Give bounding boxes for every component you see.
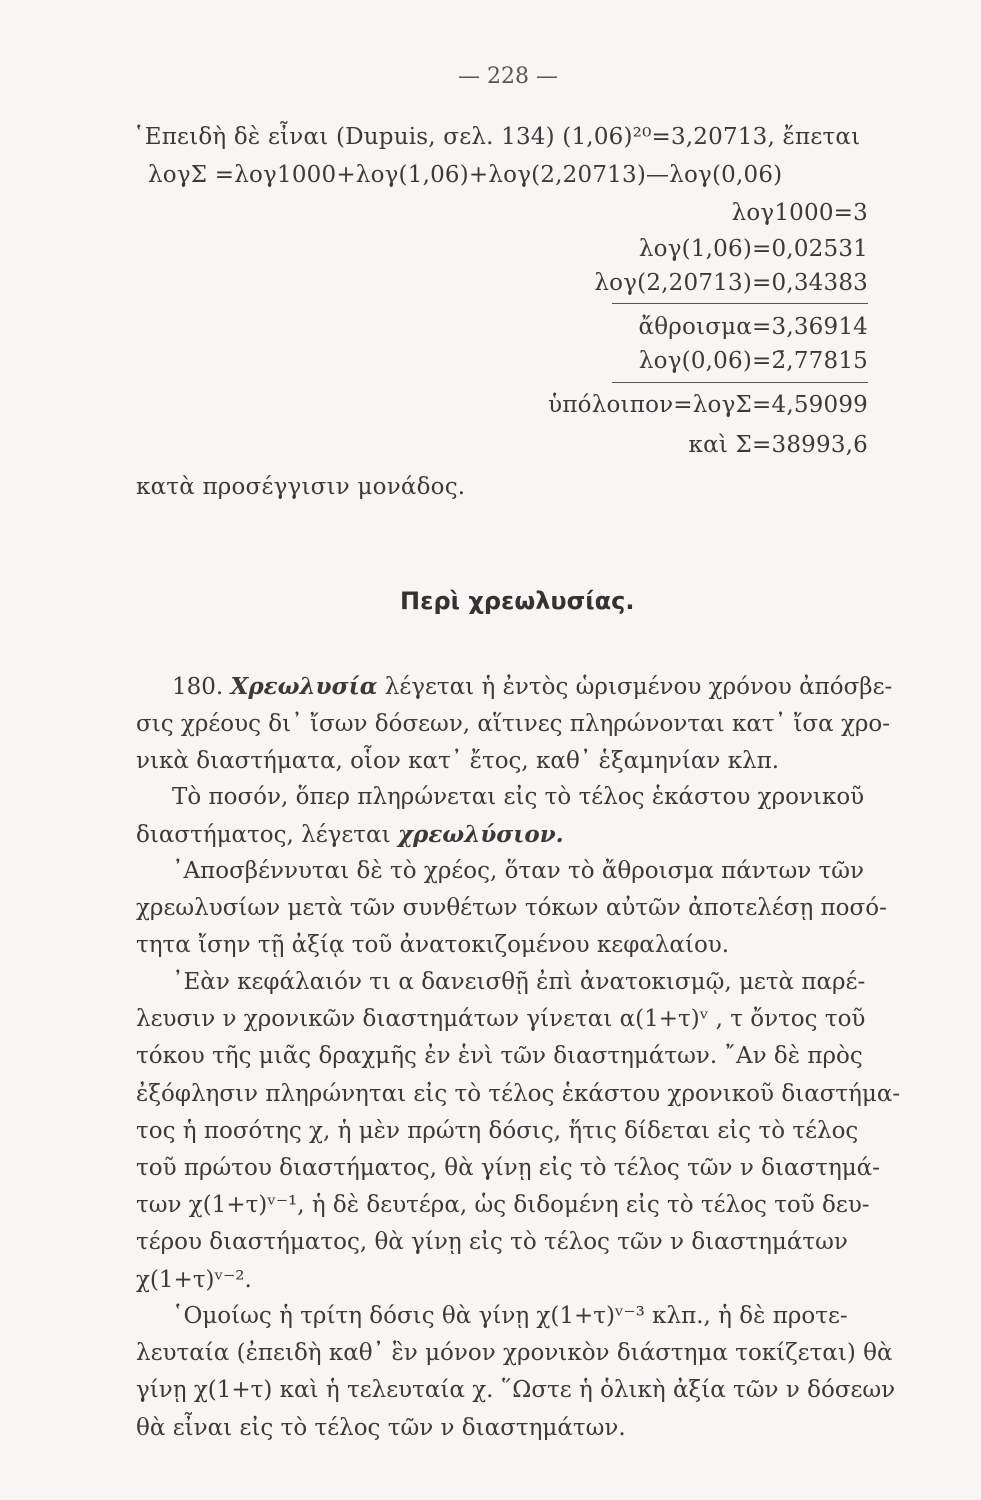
calc-line-log106: λογ(1,06)=0,02531 [638,236,868,262]
paragraph-line: θὰ εἶναι εἰς τὸ τέλος τῶν ν διαστημάτων. [136,1414,626,1441]
paragraph-line: τοῦ πρώτου διαστήματος, θὰ γίνῃ εἰς τὸ τέλος τῶν ν διαστημά- [136,1155,880,1182]
paragraph-line: χ(1+τ)ᵛ⁻². [136,1266,252,1293]
paragraph-line: σις χρέους δι᾽ ἴσων δόσεων, αἵτινες πληρώνονται κατ᾽ ἴσα χρο- [136,711,891,738]
paragraph-capital [136,964,916,1299]
calc-line-sum: ἄθροισμα=3,36914 [638,314,868,340]
paragraph-similarly [136,1298,916,1447]
calc-intro-line: ῾Επειδὴ δὲ εἶναι (Dupuis, σελ. 134) (1,06)²⁰=3,20713, ἔπεται [133,124,861,150]
paragraph-text: λέγεται ἡ ἐντὸς ὡρισμένου χρόνου ἀπόσβε- [384,674,893,700]
paragraph-line: ῾Ομοίως ἡ τρίτη δόσις θὰ γίνῃ χ(1+τ)ᵛ⁻³ κλπ., ἡ δὲ προτε- [172,1303,848,1329]
paragraph-definition [136,779,916,854]
log-sum-expression: λογΣ =λογ1000+λογ(1,06)+λογ(2,20713)—λογ(0,06) [148,162,783,188]
paragraph-line: λευταία (ἐπειδὴ καθ᾽ ἓν μόνον χρονικὸν διάστημα τοκίζεται) θὰ [136,1340,893,1367]
paragraph-number: 180. [172,674,224,700]
paragraph-line: γίνῃ χ(1+τ) καὶ ἡ τελευταία χ. ῞Ωστε ἡ ὁλικὴ ἀξία τῶν ν δόσεων [136,1377,896,1404]
calc-line-log006: λογ(0,06)=2̄,77815 [638,348,868,374]
paragraph-line [136,668,916,706]
paragraph-line: ᾽Αποσβέννυται δὲ τὸ χρέος, ὅταν τὸ ἄθροισμα πάντων τῶν [172,858,865,884]
paragraph-line: Τὸ ποσόν, ὅπερ πληρώνεται εἰς τὸ τέλος ἑκάστου χρονικοῦ [172,784,865,810]
paragraph-line: τόκου τῆς μιᾶς δραχμῆς ἐν ἑνὶ τῶν διαστημάτων. ῎Αν δὲ πρὸς [136,1043,863,1070]
approximation-note: κατὰ προσέγγισιν μονάδος. [136,474,466,500]
difference-rule [612,382,868,383]
paragraph-line: λευσιν ν χρονικῶν διαστημάτων γίνεται α(1+τ)ᵛ , τ ὄντος τοῦ [136,1006,866,1033]
paragraph-line [136,816,916,854]
paragraph-180 [136,668,916,781]
page-number: — 228 — [458,64,558,89]
paragraph-line: των χ(1+τ)ᵛ⁻¹, ἡ δὲ δευτέρα, ὡς διδομένη εἰς τὸ τέλος τοῦ δευ- [136,1192,870,1219]
term-chreolysion: χρεωλύσιον. [397,821,564,849]
paragraph-line: χρεωλυσίων μετὰ τῶν συνθέτων τόκων αὐτῶν ἀποτελέσῃ ποσό- [136,895,887,922]
paragraph-line: ᾽Εὰν κεφάλαιόν τι α δανεισθῇ ἐπὶ ἀνατοκισμῷ, μετὰ παρέ- [172,969,866,995]
calc-line-log220713: λογ(2,20713)=0,34383 [594,270,868,296]
calc-line-result: καὶ Σ=38993,6 [688,432,868,458]
calc-line-log1000: λογ1000=3 [731,200,868,226]
section-heading: Περὶ χρεωλυσίας. [400,587,635,615]
paragraph-line: τητα ἴσην τῇ ἀξίᾳ τοῦ ἀνατοκιζομένου κεφαλαίου. [136,932,730,959]
paragraph-line: τος ἡ ποσότης χ, ἡ μὲν πρώτη δόσις, ἥτις δίδεται εἰς τὸ τέλος [136,1117,859,1144]
paragraph-amortization [136,853,916,965]
term-chreolysia: Χρεωλυσία [230,673,378,700]
paragraph-line: ἐξόφλησιν πληρώνηται εἰς τὸ τέλος ἑκάστου χρονικοῦ διαστήμα- [136,1080,901,1107]
sum-rule [612,303,868,304]
paragraph-text: διαστήματος, λέγεται [136,822,391,849]
paragraph-line: τέρου διαστήματος, θὰ γίνῃ εἰς τὸ τέλος τῶν ν διαστημάτων [136,1229,848,1256]
paragraph-line: νικὰ διαστήματα, οἷον κατ᾽ ἔτος, καθ᾽ ἑξαμηνίαν κλπ. [136,748,780,775]
calc-line-remainder: ὑπόλοιπον=λογΣ=4,59099 [548,392,868,418]
